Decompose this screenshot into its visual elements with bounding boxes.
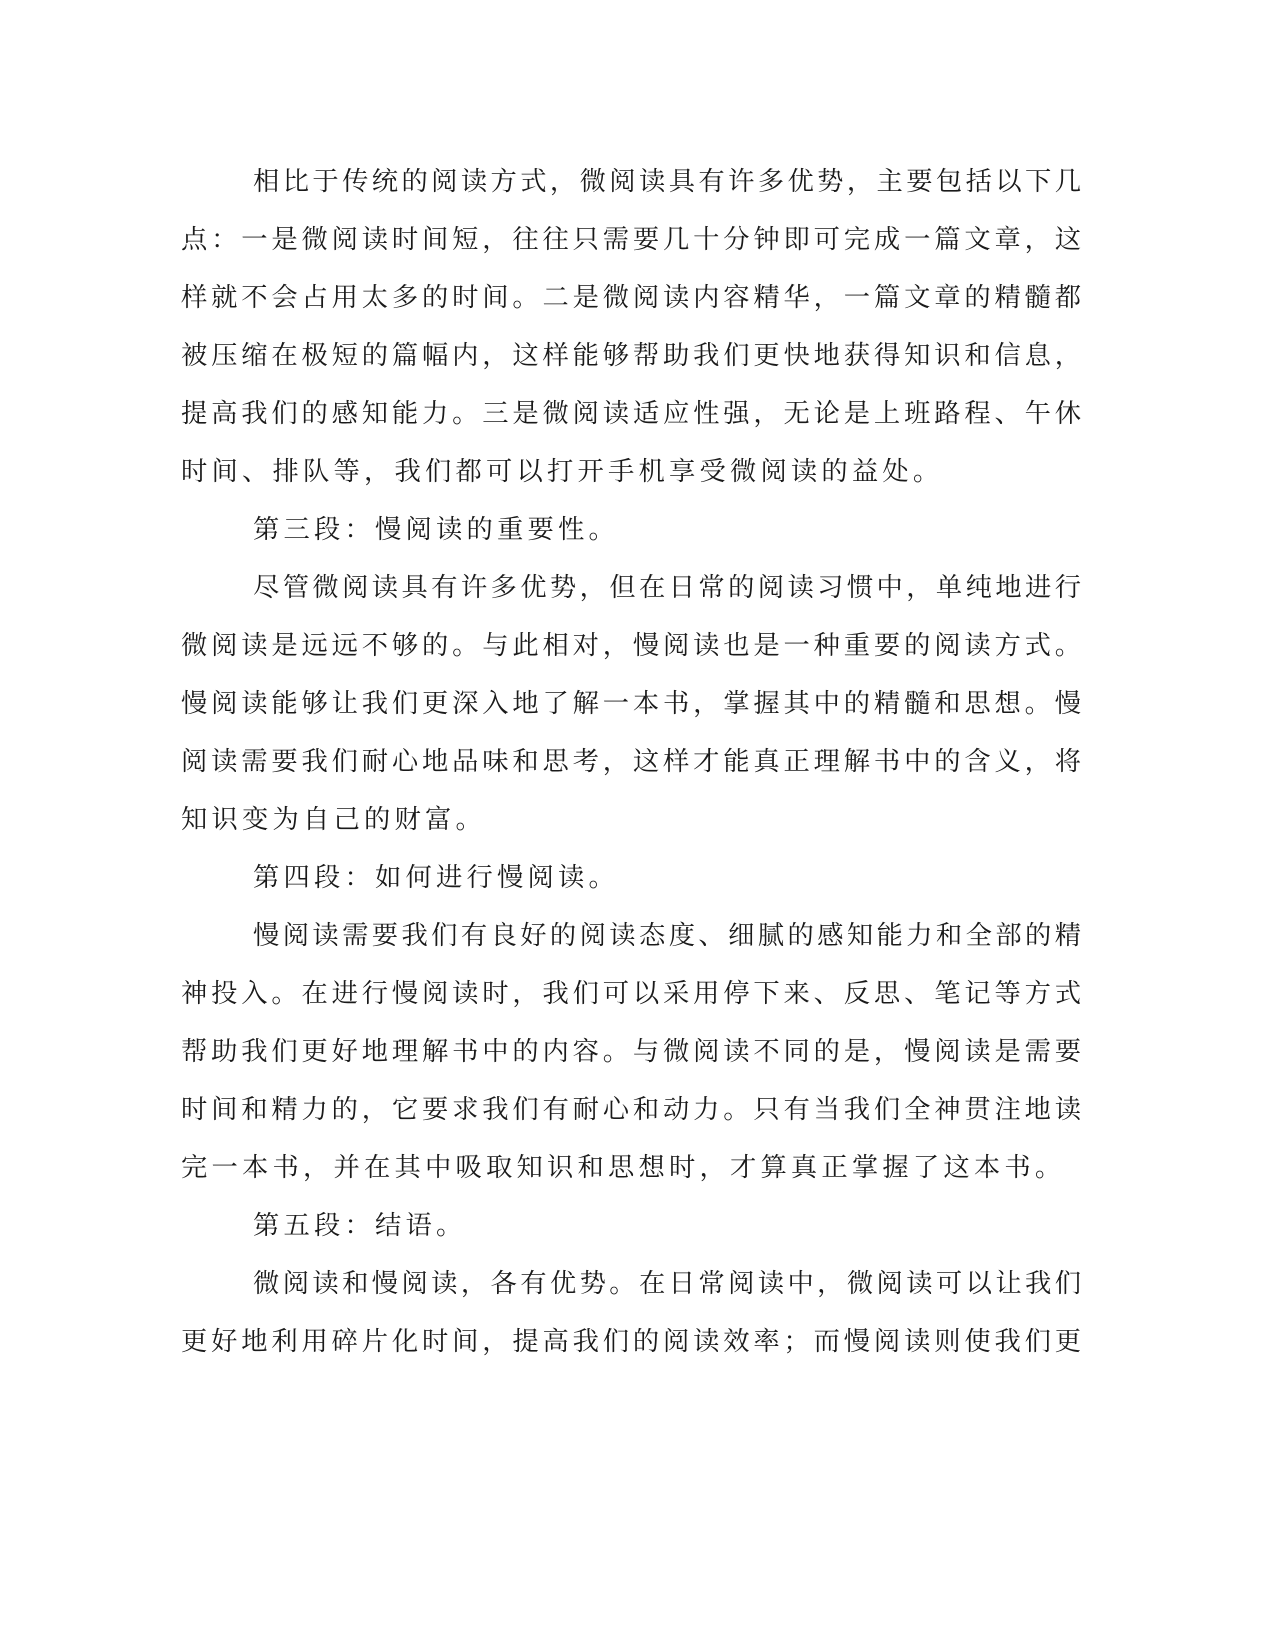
section-3-heading: 第三段：慢阅读的重要性。: [253, 515, 619, 545]
paragraph-2-line-6: 时间、排队等，我们都可以打开手机享受微阅读的益处。: [181, 457, 944, 487]
paragraph-4-line-4: 时间和精力的，它要求我们有耐心和动力。只有当我们全神贯注地读: [181, 1095, 1081, 1125]
paragraph-4-line-2: 神投入。在进行慢阅读时，我们可以采用停下来、反思、笔记等方式: [181, 979, 1081, 1009]
section-4-heading: 第四段：如何进行慢阅读。: [253, 863, 619, 893]
section-5-heading: 第五段：结语。: [253, 1211, 467, 1241]
paragraph-3-line-4: 阅读需要我们耐心地品味和思考，这样才能真正理解书中的含义，将: [181, 747, 1081, 777]
paragraph-3-line-5: 知识变为自己的财富。: [181, 805, 486, 835]
paragraph-3-line-2: 微阅读是远远不够的。与此相对，慢阅读也是一种重要的阅读方式。: [181, 631, 1081, 661]
paragraph-4-line-1: 慢阅读需要我们有良好的阅读态度、细腻的感知能力和全部的精: [253, 921, 1081, 951]
paragraph-4-line-5: 完一本书，并在其中吸取知识和思想时，才算真正掌握了这本书。: [181, 1153, 1066, 1183]
paragraph-3-line-3: 慢阅读能够让我们更深入地了解一本书，掌握其中的精髓和思想。慢: [181, 689, 1081, 719]
paragraph-4-line-3: 帮助我们更好地理解书中的内容。与微阅读不同的是，慢阅读是需要: [181, 1037, 1081, 1067]
paragraph-2-line-4: 被压缩在极短的篇幅内，这样能够帮助我们更快地获得知识和信息，: [181, 341, 1081, 371]
paragraph-2-line-5: 提高我们的感知能力。三是微阅读适应性强，无论是上班路程、午休: [181, 399, 1081, 429]
paragraph-5-line-2: 更好地利用碎片化时间，提高我们的阅读效率；而慢阅读则使我们更: [181, 1327, 1081, 1357]
paragraph-2-line-3: 样就不会占用太多的时间。二是微阅读内容精华，一篇文章的精髓都: [181, 283, 1081, 313]
paragraph-5-line-1: 微阅读和慢阅读，各有优势。在日常阅读中，微阅读可以让我们: [253, 1269, 1081, 1299]
paragraph-3-line-1: 尽管微阅读具有许多优势，但在日常的阅读习惯中，单纯地进行: [253, 573, 1081, 603]
paragraph-2-line-2: 点：一是微阅读时间短，往往只需要几十分钟即可完成一篇文章，这: [181, 225, 1081, 255]
paragraph-2-line-1: 相比于传统的阅读方式，微阅读具有许多优势，主要包括以下几: [253, 167, 1081, 197]
